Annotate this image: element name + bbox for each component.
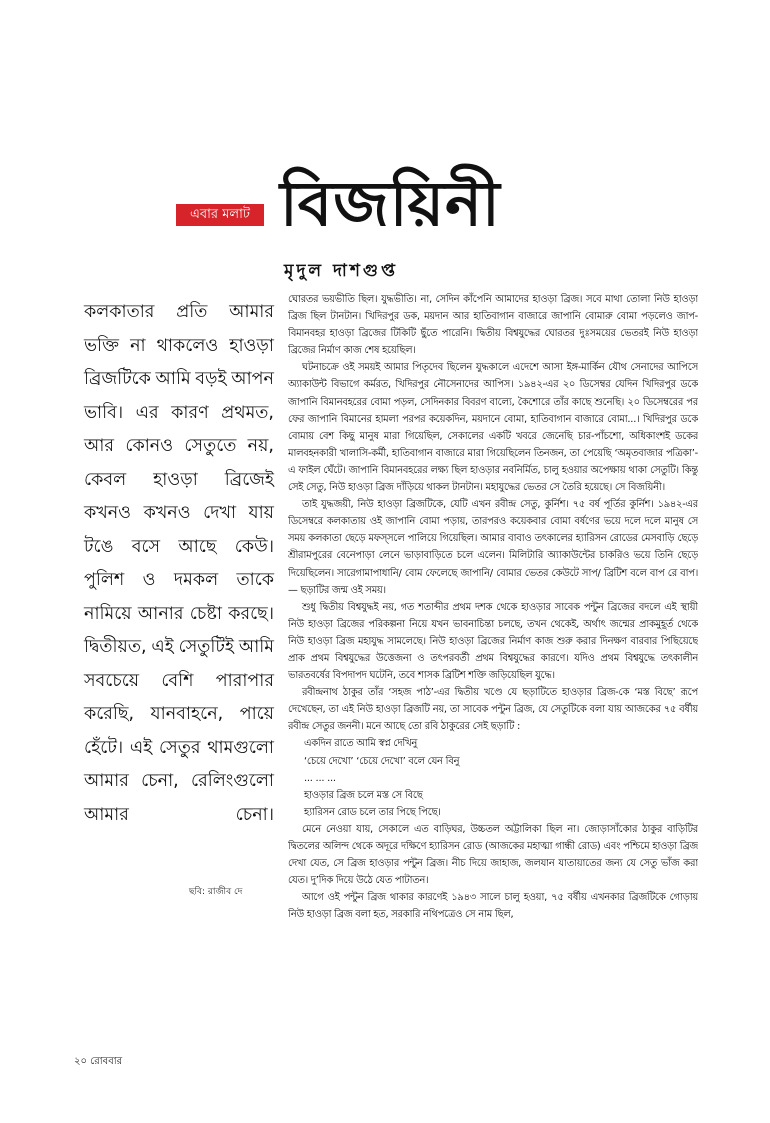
section-tag: এবার মলাট [176, 204, 264, 226]
poem-line: ... ... ... [304, 772, 336, 784]
page-folio: ২০ রোববার [74, 1056, 123, 1067]
body-paragraph: মেনে নেওয়া যায়, সেকালে এত বাড়িঘর, উচ্চতল অট্টালিকা ছিল না। জোড়াসাঁকোর ঠাকুর বাড়িটির দ্বিতলের অলিন্দ থেকে অদূরে দক্ষিণে হ্যারিসন রোড (আজকের মহাত্মা গান্ধী রোড) এবং পশ্চিমে হাওড়া ব্রিজ দেখা যেত, সে ব্রিজ হাওড়ার পন্টুন ব্রিজ। নীচ দিয়ে জাহাজ, জলযান যাতায়াতের জন্য যে সেতু ভাঁজ করা যেত। দু’দিক দিয়ে উঠে যেত পাটাতন। [288, 823, 698, 887]
article-body [288, 291, 698, 1051]
article-title: বিজয়িনী [280, 167, 501, 240]
photo-credit: ছবি: রাজীব দে [189, 887, 243, 897]
poem-line: ‘চেয়ে দেখো’ ‘চেয়ে দেখো’ বলে যেন বিনু [304, 755, 460, 767]
poem-line: হাওড়ার ব্রিজ চলে মস্ত সে বিছে [304, 789, 423, 801]
body-paragraph: ঘোরতর ভয়ভীতি ছিল। যুদ্ধভীতি। না, সেদিন কাঁপেনি আমাদের হাওড়া ব্রিজ। সবে মাথা তোলা নিউ হাওড়া ব্রিজ ছিল টানটান। খিদিরপুর ডক, ময়দান আর হাতিবাগান বাজারে জাপানি বোমারু বোমা পড়লেও জাপ-বিমানবহর হাওড়া ব্রিজের টিকিটি ছুঁতে পারেনি। দ্বিতীয় বিশ্বযুদ্ধের ঘোরতর দুঃসময়ের ভেতরই নিউ হাওড়া ব্রিজের নির্মাণ কাজ শেষ হয়েছিল। [288, 294, 698, 357]
poem-line: হ্যারিসন রোড চলে তার পিছে পিছে। [304, 806, 441, 818]
pull-quote: কলকাতার প্রতি আমার ভক্তি না থাকলেও হাওড়া ব্রিজটিকে আমি বড়ই আপন ভাবি। এর কারণ প্রথমত, আর কোনও সেতুতে নয়, কেবল হাওড়া ব্রিজেই কখনও কখনও দেখা যায় টঙে বসে আছে কেউ। পুলিশ ও দমকল তাকে নামিয়ে আনার চেষ্টা করছে। দ্বিতীয়ত, এই সেতুটিই আমি সবচেয়ে বেশি পারাপার করেছি, যানবাহনে, পায়ে হেঁটে। এই সেতুর থামগুলো আমার চেনা, রেলিংগুলো আমার চেনা। [84, 302, 274, 825]
body-paragraph: তাই যুদ্ধজয়ী, নিউ হাওড়া ব্রিজটিকে, যেটি এখন রবীন্দ্র সেতু, কুর্নিশ। ৭৫ বর্ষ পূর্তির কুর্নিশ। ১৯৪২-এর ডিসেম্বরে কলকাতায় ওই জাপানি বোমা পড়ায়, তারপরও কয়েকবার বোমা বর্ষণের ভয়ে দলে দলে মানুষ সে সময় কলকাতা ছেড়ে মফস্সলে পালিয়ে গিয়েছিল। আমার বাবাও তৎকালের হ্যারিসন রোডের মেসবাড়ি ছেড়ে শ্রীরামপুরের বেনেপাড়া লেনে ভাড়াবাড়িতে চলে এলেন। মিলিটারি অ্যাকাউন্টের চাকরিও ভয়ে তিনি ছেড়ে দিয়েছিলেন। সারেগামাপাধানি/ বোম ফেলেছে জাপানি/ বোমার ভেতর কেউটে সাপ/ ব্রিটিশ বলে বাপ রে বাপ।— ছড়াটির জন্ম ওই সময়। [288, 499, 698, 596]
poem-quote [288, 735, 698, 820]
body-paragraph: আগে ওই পন্টুন ব্রিজ থাকার কারণেই ১৯৪৩ সালে চালু হওয়া, ৭৫ বর্ষীয় এখনকার ব্রিজটিকে গোড়ায় নিউ হাওড়া ব্রিজ বলা হত, সরকারি নথিপত্রেও সে নাম ছিল, [288, 892, 698, 921]
body-paragraph: ঘটনাচক্রে ওই সময়ই আমার পিতৃদেব ছিলেন যুদ্ধকালে এদেশে আসা ইঙ্গ-মার্কিন যৌথ সেনাদের আপিসে অ্যাকাউন্ট বিভাগে কর্মরত, খিদিরপুর নৌসেনাদের আপিস। ১৯৪২-এর ২০ ডিসেম্বর যেদিন খিদিরপুর ডকে জাপানি বিমানবহরের বোমা পড়ল, সেদিনকার বিবরণ বাল্যে, কৈশোরে তাঁর কাছে শুনেছি। ২০ ডিসেম্বরের পর ফের জাপানি বিমানের হামলা পরপর কয়েকদিন, ময়দানে বোমা, হাতিবাগান বাজারে বোমা...। খিদিরপুর ডকে বোমায় বেশ কিছু মানুষ মারা গিয়েছিল, সেকালের একটি খবরে জেনেছি চার-পাঁচশো, অধিকাংশই ডকের মালবহনকারী খালাসি-কর্মী, হাতিবাগান বাজারে মারা গিয়েছিলেন তিনজন, তা পেয়েছি ‘অমৃতবাজার পত্রিকা’-এ ফাইল ঘেঁটে। জাপানি বিমানবহরের লক্ষ্য ছিল হাওড়ার নবনির্মিত, চালু হওয়ার অপেক্ষায় থাকা সেতুটি। কিন্তু সেই সেতু, নিউ হাওড়া ব্রিজ দাঁড়িয়ে থাকল টানটান। মহাযুদ্ধের ভেতর সে তৈরি হয়েছে। সে বিজয়িনী। [288, 362, 698, 494]
body-paragraph: শুধু দ্বিতীয় বিশ্বযুদ্ধই নয়, গত শতাব্দীর প্রথম দশক থেকে হাওড়ার সাবেক পন্টুন ব্রিজের বদলে এই স্থায়ী নিউ হাওড়া ব্রিজের পরিকল্পনা নিয়ে যখন ভাবনাচিন্তা চলছে, তখন থেকেই, অর্থাৎ জন্মের প্রাকমুহূর্ত থেকে নিউ হাওড়া ব্রিজ মহাযুদ্ধ সামলেছে। নিউ হাওড়া ব্রিজের নির্মাণ কাজ শুরু করার দিনক্ষণ বারবার পিছিয়েছে প্রাক প্রথম বিশ্বযুদ্ধের উত্তেজনা ও তৎপরবর্তী প্রথম বিশ্বযুদ্ধের কারণে। যদিও প্রথম বিশ্বযুদ্ধে তৎকালীন ভারতবর্ষের বিপদাপদ ঘটেনি, তবে শাসক ব্রিটিশ শক্তি জড়িয়েছিল যুদ্ধে। [288, 601, 698, 682]
author-byline: মৃদুল দাশগুপ্ত [284, 261, 398, 281]
poem-line: একদিন রাতে আমি স্বপ্ন দেখিনু [304, 738, 418, 750]
body-paragraph: রবীন্দ্রনাথ ঠাকুর তাঁর ‘সহজ পাঠ’-এর দ্বিতীয় খণ্ডে যে ছড়াটিতে হাওড়ার ব্রিজ-কে ‘মস্ত বিছে’ রূপে দেখেছেন, তা এই নিউ হাওড়া ব্রিজটি নয়, তা সাবেক পন্টুন ব্রিজ, যে সেতুটিকে বলা যায় আজকের ৭৫ বর্ষীয় রবীন্দ্র সেতুর জননী। মনে আছে তো রবি ঠাকুরের সেই ছড়াটি : [288, 687, 698, 733]
